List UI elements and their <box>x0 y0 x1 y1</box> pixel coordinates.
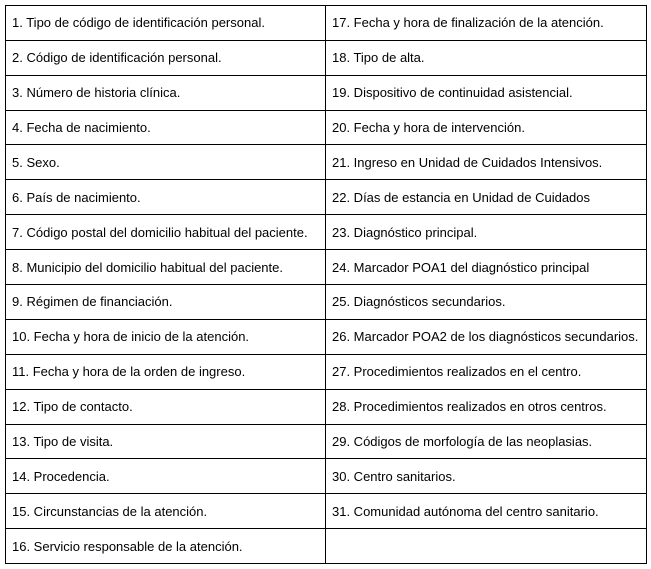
table-row <box>6 6 647 41</box>
table-cell-left: 14. Procedencia. <box>6 459 326 494</box>
table-cell-right: 19. Dispositivo de continuidad asistencial. <box>326 75 647 110</box>
table-cell-right: 27. Procedimientos realizados en el centro. <box>326 354 647 389</box>
table-cell-right: 20. Fecha y hora de intervención. <box>326 110 647 145</box>
table-cell-left: 5. Sexo. <box>6 145 326 180</box>
table-cell-right: 26. Marcador POA2 de los diagnósticos secundarios. <box>326 319 647 354</box>
table-cell-right <box>326 529 647 564</box>
table-cell-right: 18. Tipo de alta. <box>326 40 647 75</box>
table-cell-left: 10. Fecha y hora de inicio de la atención. <box>6 319 326 354</box>
table-row <box>6 459 647 494</box>
table-row <box>6 145 647 180</box>
table-cell-left: 2. Código de identificación personal. <box>6 40 326 75</box>
table-row <box>6 529 647 564</box>
table-cell-right: 21. Ingreso en Unidad de Cuidados Intensivos. <box>326 145 647 180</box>
table-cell-left: 9. Régimen de financiación. <box>6 285 326 320</box>
fields-table <box>5 5 647 564</box>
table-cell-left: 6. País de nacimiento. <box>6 180 326 215</box>
table-cell-right: 25. Diagnósticos secundarios. <box>326 285 647 320</box>
table-cell-right: 30. Centro sanitarios. <box>326 459 647 494</box>
table-row <box>6 494 647 529</box>
table-row <box>6 354 647 389</box>
table-cell-left: 1. Tipo de código de identificación personal. <box>6 6 326 41</box>
table-cell-right: 22. Días de estancia en Unidad de Cuidados <box>326 180 647 215</box>
table-row <box>6 424 647 459</box>
table-row <box>6 180 647 215</box>
table-cell-right: 23. Diagnóstico principal. <box>326 215 647 250</box>
table-cell-left: 12. Tipo de contacto. <box>6 389 326 424</box>
table-row <box>6 389 647 424</box>
table-row <box>6 285 647 320</box>
table-cell-left: 16. Servicio responsable de la atención. <box>6 529 326 564</box>
table-cell-right: 31. Comunidad autónoma del centro sanitario. <box>326 494 647 529</box>
table-cell-right: 29. Códigos de morfología de las neoplasias. <box>326 424 647 459</box>
table-row <box>6 319 647 354</box>
table-cell-right: 24. Marcador POA1 del diagnóstico principal <box>326 250 647 285</box>
table-row <box>6 40 647 75</box>
table-cell-left: 7. Código postal del domicilio habitual del paciente. <box>6 215 326 250</box>
table-cell-left: 4. Fecha de nacimiento. <box>6 110 326 145</box>
table-row <box>6 75 647 110</box>
table-cell-left: 11. Fecha y hora de la orden de ingreso. <box>6 354 326 389</box>
table-row <box>6 110 647 145</box>
table-cell-left: 15. Circunstancias de la atención. <box>6 494 326 529</box>
table-cell-right: 17. Fecha y hora de finalización de la atención. <box>326 6 647 41</box>
table-cell-left: 3. Número de historia clínica. <box>6 75 326 110</box>
table-row <box>6 250 647 285</box>
table-cell-right: 28. Procedimientos realizados en otros centros. <box>326 389 647 424</box>
table-cell-left: 8. Municipio del domicilio habitual del paciente. <box>6 250 326 285</box>
table-row <box>6 215 647 250</box>
table-cell-left: 13. Tipo de visita. <box>6 424 326 459</box>
